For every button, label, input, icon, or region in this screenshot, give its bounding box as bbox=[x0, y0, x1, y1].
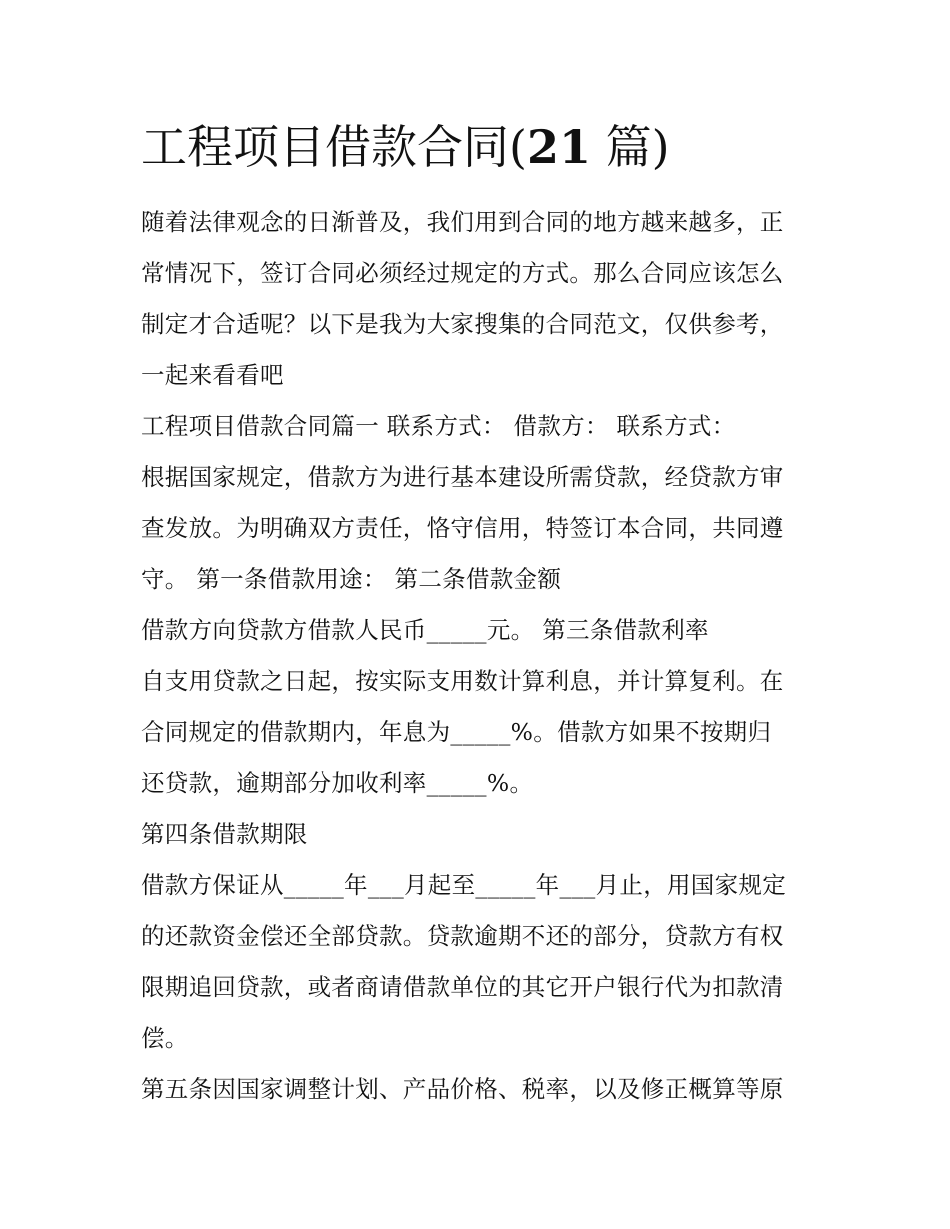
body-line: 还贷款，逾期部分加收利率_____%。 bbox=[141, 769, 534, 797]
body-line: 工程项目借款合同篇一 联系方式： 借款方： 联系方式： bbox=[141, 412, 736, 440]
body-line: 一起来看看吧 bbox=[141, 361, 284, 389]
body-line: 常情况下，签订合同必须经过规定的方式。那么合同应该怎么 bbox=[141, 259, 784, 287]
body-line: 第四条借款期限 bbox=[141, 820, 308, 848]
body-line: 随着法律观念的日渐普及，我们用到合同的地方越来越多，正 bbox=[141, 208, 784, 236]
document-body bbox=[141, 197, 813, 1115]
body-line: 制定才合适呢？以下是我为大家搜集的合同范文，仅供参考， bbox=[141, 310, 784, 338]
body-line: 合同规定的借款期内，年息为_____%。借款方如果不按期归 bbox=[141, 718, 772, 746]
body-line: 偿。 bbox=[141, 1024, 189, 1052]
body-line: 借款方向贷款方借款人民币_____元。 第三条借款利率 bbox=[141, 616, 709, 644]
body-line: 借款方保证从_____年___月起至_____年___月止，用国家规定 bbox=[141, 871, 786, 899]
body-line: 根据国家规定，借款方为进行基本建设所需贷款，经贷款方审 bbox=[141, 463, 784, 491]
body-line: 第五条因国家调整计划、产品价格、税率，以及修正概算等原 bbox=[141, 1075, 784, 1103]
document-title bbox=[141, 116, 821, 178]
body-line: 守。 第一条借款用途： 第二条借款金额 bbox=[141, 565, 562, 593]
body-line: 的还款资金偿还全部贷款。贷款逾期不还的部分，贷款方有权 bbox=[141, 922, 784, 950]
title-main-text: 工程项目借款合同( bbox=[141, 120, 527, 174]
title-count-number: 21 bbox=[526, 120, 591, 174]
body-line: 自支用贷款之日起，按实际支用数计算利息，并计算复利。在 bbox=[141, 667, 784, 695]
title-tail-text: 篇) bbox=[590, 120, 670, 174]
body-line: 查发放。为明确双方责任，恪守信用，特签订本合同，共同遵 bbox=[141, 514, 784, 542]
body-line: 限期追回贷款，或者商请借款单位的其它开户银行代为扣款清 bbox=[141, 973, 784, 1001]
